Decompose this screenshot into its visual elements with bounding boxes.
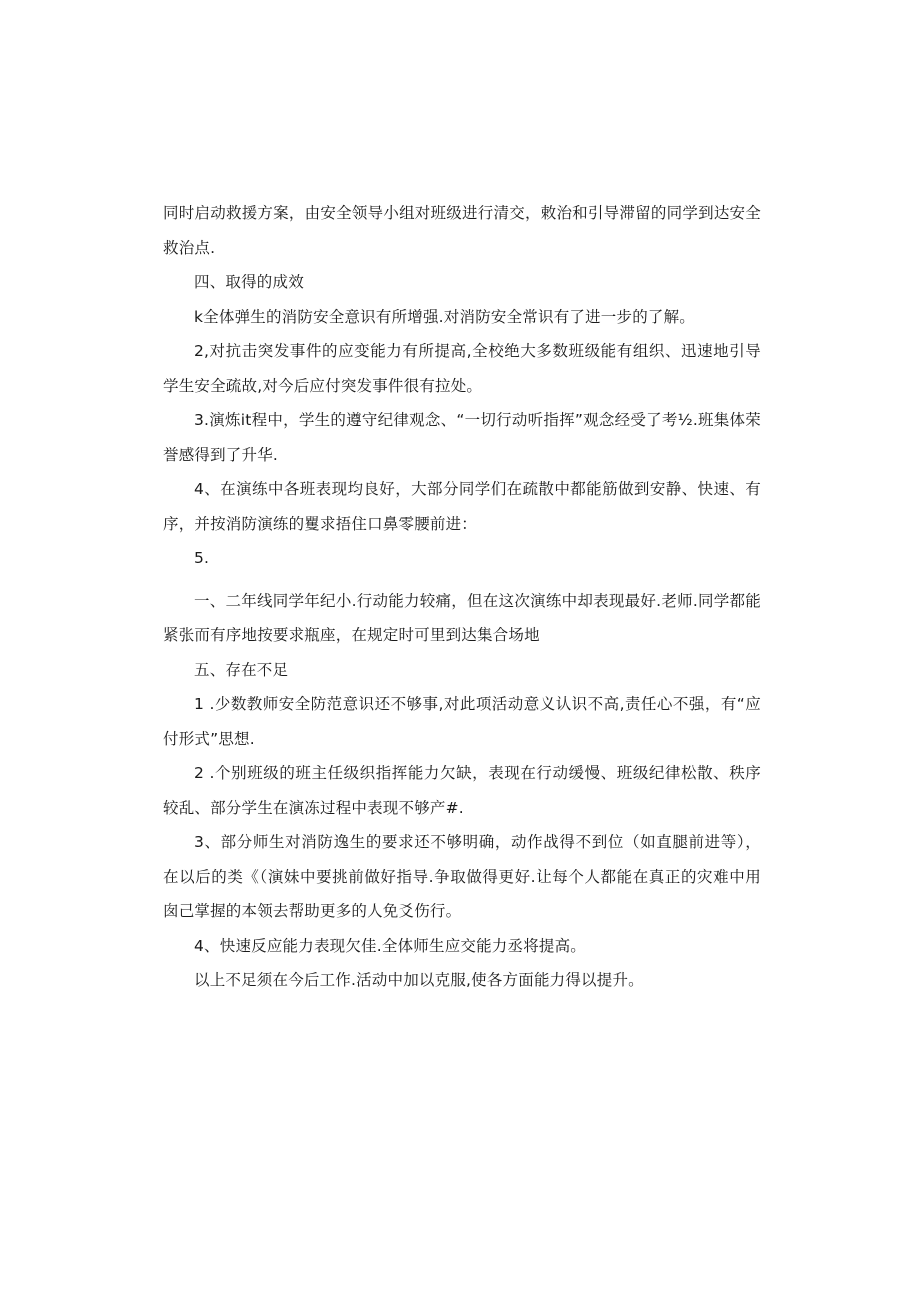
paragraph-shortcoming-4: 4、快速反应能力表现欠佳.全体师生应交能力丞将提高。: [194, 936, 586, 955]
paragraph-achievement-4: 4、在演练中各班表现均良好，大部分同学们在疏散中都能筋做到安静、快速、有序，并按消防演练的矍求捂住口鼻零腰前进：: [163, 480, 761, 533]
paragraph-rescue-plan: 同时启动救援方案，由安全领导小组对班级进行清交，敕治和引导滞留的同学到达安全救治点.: [163, 204, 761, 257]
paragraph-shortcoming-1: 1 .少数教师安全防范意识还不够事,对此项活动意义认识不高,责任心不强，有“应付形式”思想.: [163, 695, 761, 748]
paragraph-shortcoming-3: 3、部分师生对消防逸生的要求还不够明确，动作战得不到位（如直腿前进等），在以后的类《（演妹中要挑前做好指导.争取做得更好.让每个人都能在真正的灾难中用囱己掌握的本领去帮助更多的人免爻伤行。: [163, 833, 761, 920]
paragraph-achievement-3: 3.演炼it程中，学生的遵守纪律观念、“一切行动听指挥”观念经受了考½.班集体荣誉感得到了升华.: [163, 411, 761, 464]
paragraph-conclusion: 以上不足须在今后工作.活动中加以克服,使各方面能力得以提升。: [194, 971, 644, 989]
paragraph-achievement-5: 5.: [194, 549, 210, 567]
heading-achievements: 四、取得的成效: [194, 273, 304, 291]
document-body: [163, 196, 761, 998]
paragraph-achievement-2: 2,对抗击突发事件的应变能力有所提高,全校绝大多数班级能有组织、迅速地引导学生安全疏故,对今后应付突发事件很有拉处。: [163, 342, 761, 395]
paragraph-shortcoming-2: 2 .个别班级的班主任级织指挥能力欠缺，表现在行动缓慢、班级纪律松散、秩序较乱、部分学生在演冻过程中表现不够产#.: [163, 764, 761, 817]
paragraph-junior-grades: 一、二年线同学年纪小.行动能力较痛，但在这次演练中却表现最好.老师.同学都能紧张而有序地按要求瓶座，在规定时可里到达集合场地: [163, 591, 761, 644]
paragraph-achievement-1: k全体弹生的消防安全意识有所增强.对消防安全常识有了进一步的了解。: [194, 307, 696, 326]
heading-shortcomings: 五、存在不足: [194, 660, 289, 679]
